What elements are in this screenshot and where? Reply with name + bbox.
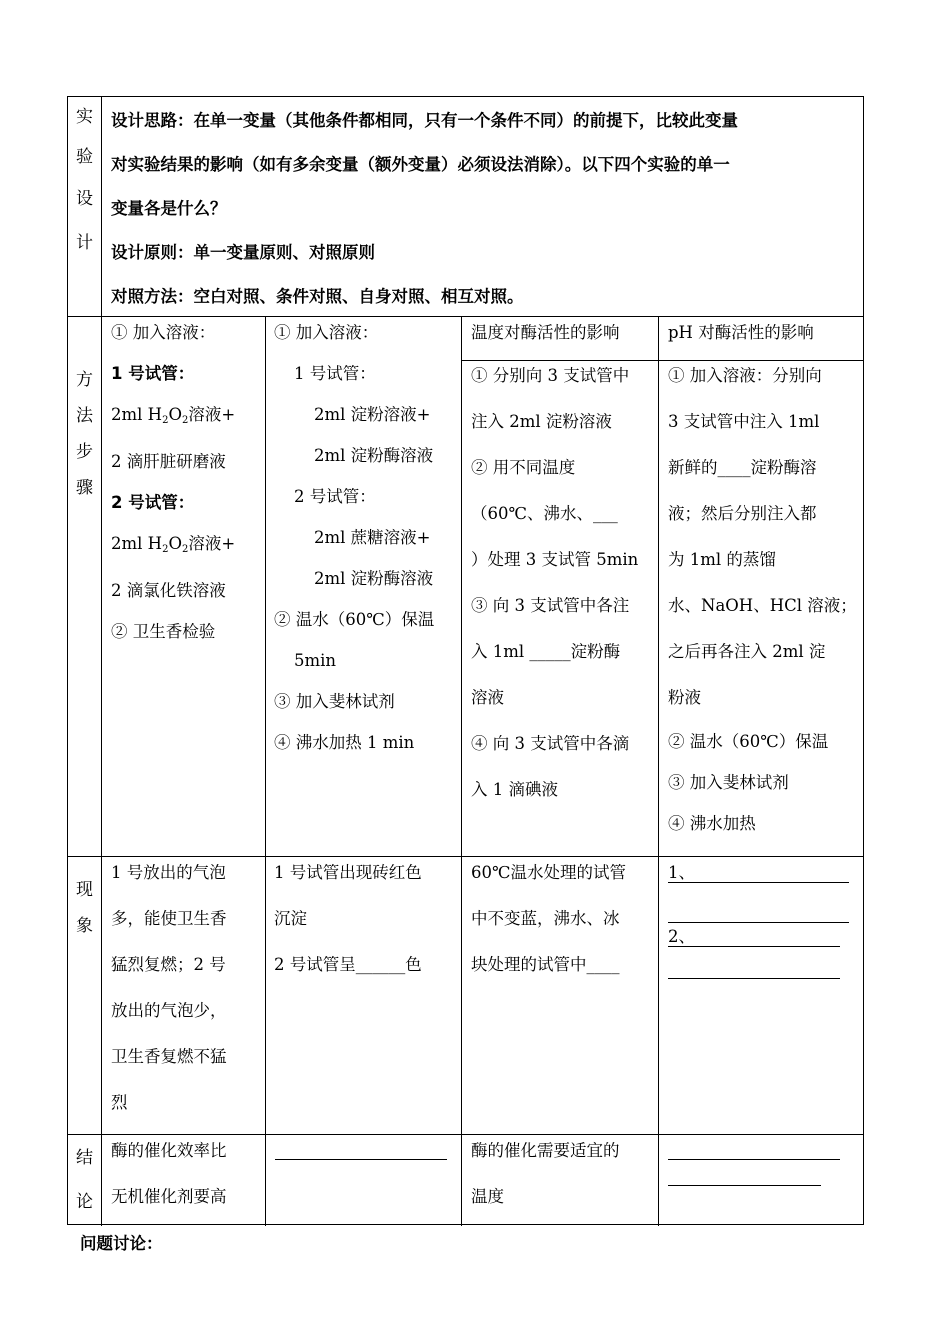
design-principle: 设计原则：单一变量原则、对照原则 — [111, 243, 375, 262]
method-col-temperature-header — [471, 312, 656, 353]
conclusion-answer-line[interactable] — [275, 1159, 447, 1160]
method-label: 方 法 步 骤 — [76, 370, 93, 498]
control-methods: 对照方法：空白对照、条件对照、自身对照、相互对照。 — [111, 287, 524, 306]
design-text — [111, 99, 856, 319]
label-column-divider — [101, 97, 102, 1226]
column-divider — [658, 316, 659, 1226]
discussion-heading: 问题讨论： — [80, 1234, 163, 1253]
design-line: 对实验结果的影响（如有多余变量（额外变量）必须设法消除）。以下四个实验的单一 — [111, 155, 730, 174]
answer-line-1[interactable]: 1、 — [668, 862, 853, 884]
method-col-temperature: ① 分别向 3 支试管中 注入 2ml 淀粉溶液 ② 用不同温度 （60℃、沸水、___ ）处理 3 支试管 5min ③ 向 3 支试管中各注 入 1ml _____淀粉酶 溶液 ④ 向 3 支试管中各滴 入 1 滴碘液 — [471, 366, 639, 799]
phenomenon-col-catalase: 1 号放出的气泡 多，能使卫生香 猛烈复燃；2 号 放出的气泡少， 卫生香复燃不猛 烈 — [111, 863, 227, 1112]
conclusion-col-temperature: 酶的催化需要适宜的 温度 — [471, 1141, 620, 1206]
column-header: pH 对酶活性的影响 — [668, 323, 814, 342]
column-divider — [265, 316, 266, 1226]
phenomenon-label: 现 象 — [76, 880, 93, 936]
method-col-catalase: ① 加入溶液： 1 号试管： 2ml $H_2O_2$溶液+ 2 滴肝脏研磨液 2 号试管： 2ml $H_2O_2$溶液+ 2 滴氯化铁溶液 ② 卫生香检验 — [111, 312, 261, 652]
design-label: 实 验 设 计 — [76, 107, 93, 253]
answer-line-1b[interactable] — [668, 884, 853, 932]
answer-line-2b[interactable] — [668, 948, 853, 986]
design-line: 变量各是什么？ — [111, 199, 227, 218]
tube1-reagent: 2ml $H_2O_2$溶液+ — [111, 405, 236, 426]
column-divider — [461, 316, 462, 1226]
phenomenon-col-specificity: 1 号试管出现砖红色 沉淀 2 号试管呈______色 — [274, 863, 422, 974]
tube2-reagent: 2ml $H_2O_2$溶液+ — [111, 534, 236, 555]
conclusion-answer-line[interactable] — [668, 1159, 840, 1160]
phenomenon-col-ph — [668, 862, 853, 986]
column-header: 温度对酶活性的影响 — [471, 323, 620, 342]
conclusion-col-catalase: 酶的催化效率比 无机催化剂要高 — [111, 1141, 227, 1206]
experiment-table — [67, 96, 864, 1225]
answer-line-2[interactable]: 2、 — [668, 926, 853, 948]
phenomenon-col-temperature: 60℃温水处理的试管 中不变蓝，沸水、冰 块处理的试管中____ — [471, 863, 626, 974]
method-col-ph-header — [668, 312, 858, 353]
method-col-ph: ① 加入溶液：分别向 3 支试管中注入 1ml 新鲜的____淀粉酶溶 液；然后分别注入都 为 1ml 的蒸馏 水、NaOH、HCl 溶液； 之后再各注入 2ml 淀 粉液 ② 温水（60℃）保温 ③ 加入斐林试剂 ④ 沸水加热 — [668, 366, 857, 833]
conclusion-answer-line[interactable] — [668, 1185, 821, 1186]
method-col-specificity: ① 加入溶液： 1 号试管： 2ml 淀粉溶液+ 2ml 淀粉酶溶液 2 号试管： 2ml 蔗糖溶液+ 2ml 淀粉酶溶液 ② 温水（60℃）保温 5min ③ 加入斐林试剂 ④ 沸水加热 1 min — [274, 323, 435, 752]
design-line: 设计思路：在单一变量（其他条件都相同，只有一个条件不同）的前提下，比较此变量 — [111, 111, 738, 130]
conclusion-label: 结 论 — [76, 1148, 93, 1212]
